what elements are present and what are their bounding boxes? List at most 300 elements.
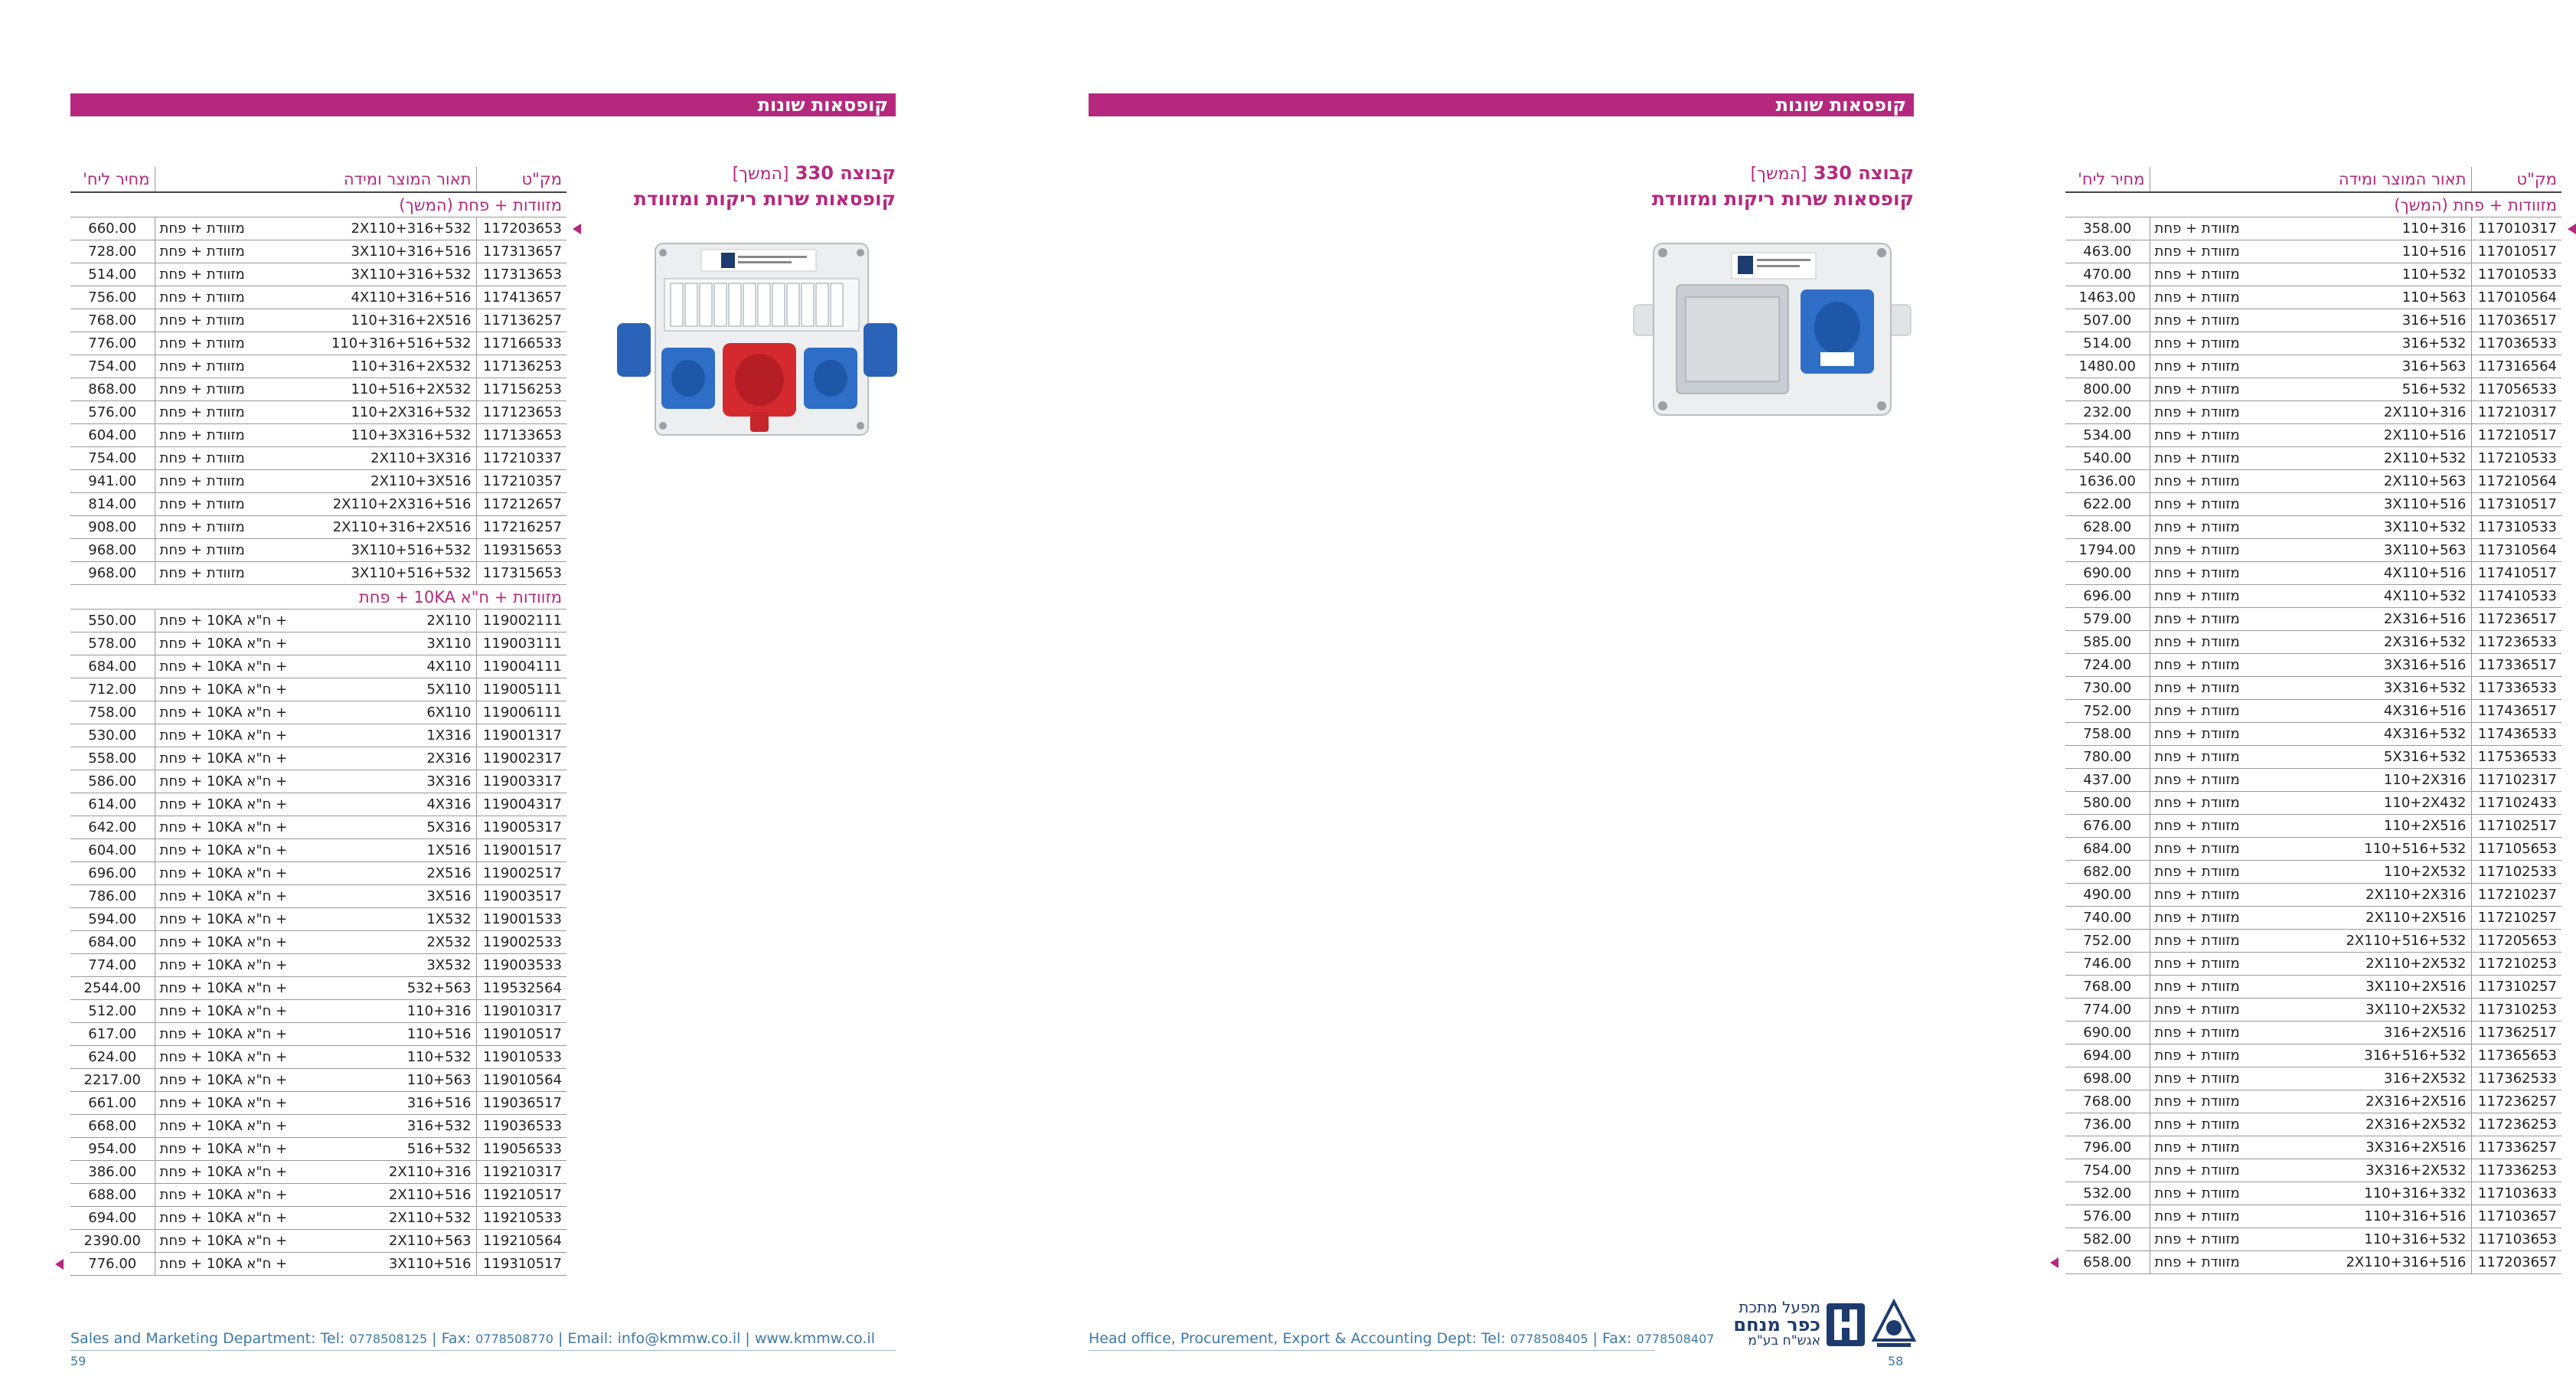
product-type: מזוודת + פחת [2154, 818, 2240, 834]
price-cell: 774.00 [2065, 999, 2150, 1022]
group-heading [1631, 161, 1914, 211]
table-row [2065, 746, 2561, 769]
sku-cell: 117216257 [476, 516, 566, 539]
product-type: מזוודת + פחת [2154, 266, 2240, 283]
price-cell: 578.00 [70, 633, 155, 655]
table-row [70, 240, 566, 263]
price-cell: 752.00 [2065, 700, 2150, 723]
price-cell: 604.00 [70, 839, 155, 862]
description-cell [155, 816, 476, 839]
socket-configuration: 2X110+516 [2383, 427, 2467, 443]
description-cell [155, 1046, 476, 1069]
description-cell [2150, 999, 2471, 1022]
footer-divider [70, 1350, 896, 1351]
product-type: + ח"א 10KA + פחת [159, 1210, 288, 1226]
description-cell [155, 747, 476, 770]
product-type: מזוודת + פחת [2154, 244, 2240, 260]
sku-cell: 117210253 [2471, 953, 2561, 976]
table-row [2065, 1159, 2561, 1182]
price-cell: 694.00 [70, 1207, 155, 1230]
table-row [70, 1207, 566, 1230]
sku-cell: 117310564 [2471, 539, 2561, 562]
price-cell: 530.00 [70, 724, 155, 747]
price-cell: 604.00 [70, 424, 155, 447]
product-type: מזוודת + פחת [2154, 404, 2240, 420]
socket-configuration: 3X110+316+532 [351, 266, 472, 283]
product-type: מזוודת + פחת [2154, 703, 2240, 719]
table-row [70, 332, 566, 355]
sku-cell: 119005317 [476, 816, 566, 839]
socket-configuration: 3X316+516 [2383, 657, 2467, 673]
product-type: + ח"א 10KA + פחת [159, 682, 288, 698]
sku-cell: 117210237 [2471, 884, 2561, 907]
sku-cell: 117103657 [2471, 1205, 2561, 1228]
description-cell [2150, 907, 2471, 930]
description-cell [155, 908, 476, 931]
table-row [70, 633, 566, 655]
product-type: + ח"א 10KA + פחת [159, 636, 288, 652]
group-label: קבוצה 330 [1813, 162, 1914, 184]
sku-cell: 117102533 [2471, 861, 2561, 884]
description-cell [155, 1253, 476, 1276]
socket-configuration: 110+2X532 [2383, 864, 2467, 880]
table-row [70, 1161, 566, 1184]
continuation-marker-icon [573, 224, 581, 234]
price-cell: 661.00 [70, 1092, 155, 1115]
description-cell [2150, 654, 2471, 677]
price-cell: 507.00 [2065, 309, 2150, 332]
product-type: מזוודת + פחת [2154, 221, 2240, 237]
price-cell: 540.00 [2065, 447, 2150, 470]
price-cell: 532.00 [2065, 1182, 2150, 1205]
table-row [2065, 240, 2561, 263]
sku-cell: 119210317 [476, 1161, 566, 1184]
price-cell: 696.00 [2065, 585, 2150, 608]
table-row [2065, 447, 2561, 470]
product-type: מזוודת + פחת [159, 312, 245, 329]
price-cell: 941.00 [70, 470, 155, 493]
socket-configuration: 2X110+3X316 [371, 450, 472, 466]
table-row [2065, 309, 2561, 332]
price-cell: 2390.00 [70, 1230, 155, 1253]
product-type: מזוודת + פחת [2154, 473, 2240, 489]
socket-configuration: 316+516 [2401, 312, 2467, 329]
socket-configuration: 2X110+516 [388, 1187, 472, 1203]
product-type: + ח"א 10KA + פחת [159, 934, 288, 950]
description-cell [2150, 286, 2471, 309]
sku-cell: 119006111 [476, 701, 566, 724]
sku-cell: 117313653 [476, 263, 566, 286]
description-cell [155, 1161, 476, 1184]
socket-configuration: 2X110+563 [2383, 473, 2467, 489]
sku-cell: 117362533 [2471, 1067, 2561, 1090]
group-label: קבוצה 330 [795, 162, 896, 184]
price-cell: 470.00 [2065, 263, 2150, 286]
product-type: מזוודת + פחת [2154, 795, 2240, 811]
product-type: מזוודת + פחת [159, 404, 245, 420]
description-cell [2150, 930, 2471, 953]
table-row [2065, 654, 2561, 677]
sku-cell: 117310517 [2471, 493, 2561, 516]
description-cell [2150, 1022, 2471, 1044]
price-cell: 968.00 [70, 539, 155, 562]
product-type: מזוודת + פחת [2154, 289, 2240, 306]
product-type: מזוודת + פחת [159, 496, 245, 512]
product-type: מזוודת + פחת [2154, 657, 2240, 673]
sku-cell: 117310257 [2471, 976, 2561, 999]
description-cell [155, 954, 476, 977]
price-cell: 954.00 [70, 1138, 155, 1161]
sku-cell: 117365653 [2471, 1044, 2561, 1067]
sku-cell: 119210564 [476, 1230, 566, 1253]
table-row [70, 977, 566, 1000]
sku-cell: 117102433 [2471, 792, 2561, 815]
table-row [70, 816, 566, 839]
product-type: + ח"א 10KA + פחת [159, 819, 288, 835]
table-row [70, 539, 566, 562]
price-cell: 968.00 [70, 562, 155, 585]
price-cell: 756.00 [70, 286, 155, 309]
table-row [70, 1138, 566, 1161]
footer-email-web: | Email: info@kmmw.co.il | www.kmmw.co.il [553, 1330, 875, 1347]
product-type: מזוודת + פחת [159, 221, 245, 237]
socket-configuration: 2X110+316+2X516 [332, 519, 472, 535]
description-cell [2150, 1136, 2471, 1159]
socket-configuration: 2X110 [426, 613, 472, 629]
product-type: + ח"א 10KA + פחת [159, 1003, 288, 1019]
table-row [70, 678, 566, 701]
product-type: מזוודת + פחת [159, 450, 245, 466]
socket-configuration: 110+2X316 [2383, 772, 2467, 788]
table-row [70, 217, 566, 240]
product-image-service-box [1631, 237, 1914, 421]
socket-configuration: 3X110+2X516 [2365, 979, 2467, 995]
socket-configuration: 3X316+2X532 [2365, 1162, 2467, 1178]
socket-configuration: 2X110+2X532 [2365, 956, 2467, 972]
description-cell [155, 678, 476, 701]
socket-configuration: 3X516 [426, 888, 472, 904]
description-cell [155, 1069, 476, 1092]
product-type: + ח"א 10KA + פחת [159, 750, 288, 767]
socket-configuration: 316+532 [406, 1118, 472, 1134]
product-type: מזוודת + פחת [2154, 979, 2240, 995]
table-row [2065, 930, 2561, 953]
page-number: 59 [70, 1354, 87, 1368]
sku-cell: 119003533 [476, 954, 566, 977]
table-row [70, 954, 566, 977]
description-cell [155, 701, 476, 724]
socket-configuration: 316+563 [2401, 358, 2467, 374]
sku-cell: 117310253 [2471, 999, 2561, 1022]
description-cell [155, 633, 476, 655]
page-59 [0, 0, 980, 1386]
description-cell [155, 309, 476, 332]
company-emblem-icon [1825, 1302, 1866, 1348]
price-cell: 690.00 [2065, 562, 2150, 585]
product-type: + ח"א 10KA + פחת [159, 1049, 288, 1065]
price-cell: 776.00 [70, 332, 155, 355]
product-type: + ח"א 10KA + פחת [159, 796, 288, 812]
description-cell [2150, 424, 2471, 447]
product-type: + ח"א 10KA + פחת [159, 865, 288, 881]
price-cell: 754.00 [70, 355, 155, 378]
price-cell: 1463.00 [2065, 286, 2150, 309]
product-type: מזוודת + פחת [2154, 519, 2240, 535]
socket-configuration: 110+516 [2401, 244, 2467, 260]
product-type: + ח"א 10KA + פחת [159, 957, 288, 973]
product-type: + ח"א 10KA + פחת [159, 888, 288, 904]
product-type: מזוודת + פחת [159, 427, 245, 443]
description-cell [2150, 1159, 2471, 1182]
product-type: + ח"א 10KA + פחת [159, 704, 288, 721]
socket-configuration: 3X110+2X532 [2365, 1002, 2467, 1018]
product-type: מזוודת + פחת [2154, 358, 2240, 374]
socket-configuration: 2X316+2X532 [2365, 1116, 2467, 1133]
socket-configuration: 3X110+563 [2383, 542, 2467, 558]
sku-cell: 119056533 [476, 1138, 566, 1161]
socket-configuration: 3X110+516+532 [351, 542, 472, 558]
socket-configuration: 110+2X432 [2383, 795, 2467, 811]
header-description: תאור המוצר ומידה [2150, 167, 2471, 192]
table-row [2065, 378, 2561, 401]
table-row [70, 1092, 566, 1115]
footer-contact: Head office, Procurement, Export & Accounting Dept: Tel: 0778508405 | Fax: 0778508407 [1089, 1330, 1715, 1347]
table-row [2065, 470, 2561, 493]
price-cell: 730.00 [2065, 677, 2150, 700]
socket-configuration: 110+316+2X516 [351, 312, 472, 329]
description-cell [155, 539, 476, 562]
sku-cell: 117212657 [476, 493, 566, 516]
header-sku: מק"ט [476, 167, 566, 192]
table-row [2065, 1136, 2561, 1159]
price-cell: 768.00 [2065, 976, 2150, 999]
description-cell [2150, 1251, 2471, 1274]
sku-cell: 117056533 [2471, 378, 2561, 401]
footer-tel: 0778508125 [349, 1332, 428, 1346]
description-cell [155, 724, 476, 747]
product-type: מזוודת + פחת [2154, 1231, 2240, 1247]
sku-cell: 119532564 [476, 977, 566, 1000]
socket-configuration: 5X110 [426, 682, 472, 698]
product-type: מזוודת + פחת [2154, 910, 2240, 926]
table-row [70, 401, 566, 424]
sku-cell: 117203657 [2471, 1251, 2561, 1274]
product-type: מזוודת + פחת [159, 542, 245, 558]
socket-configuration: 6X110 [426, 704, 472, 721]
price-cell: 576.00 [70, 401, 155, 424]
description-cell [2150, 838, 2471, 861]
footer-contact: Sales and Marketing Department: Tel: 0778508125 | Fax: 0778508770 | Email: info@kmmw.co.il | www.kmmw.co.il [70, 1330, 875, 1347]
price-cell: 684.00 [70, 931, 155, 954]
table-row [2065, 608, 2561, 631]
product-type: מזוודת + פחת [2154, 749, 2240, 765]
socket-configuration: 2X316+2X516 [2365, 1093, 2467, 1110]
description-cell [2150, 493, 2471, 516]
table-row [2065, 332, 2561, 355]
group-name: קופסאות שרות ריקות ומזוודת [1651, 188, 1914, 210]
product-type: מזוודת + פחת [2154, 1185, 2240, 1201]
description-cell [155, 610, 476, 633]
table-row [70, 470, 566, 493]
table-row [70, 1023, 566, 1046]
table-row [70, 309, 566, 332]
description-cell [155, 378, 476, 401]
price-cell: 796.00 [2065, 1136, 2150, 1159]
socket-configuration: 110+516+532 [2364, 841, 2467, 857]
price-cell: 746.00 [2065, 953, 2150, 976]
table-row [70, 862, 566, 885]
sku-cell: 119002111 [476, 610, 566, 633]
price-cell: 614.00 [70, 793, 155, 816]
sku-cell: 119001533 [476, 908, 566, 931]
socket-configuration: 110+516 [406, 1026, 472, 1042]
price-cell: 463.00 [2065, 240, 2150, 263]
sku-cell: 119003111 [476, 633, 566, 655]
price-cell: 754.00 [70, 447, 155, 470]
product-type: + ח"א 10KA + פחת [159, 773, 288, 789]
description-cell [155, 770, 476, 793]
description-cell [2150, 263, 2471, 286]
page-number: 58 [1888, 1354, 1904, 1368]
sku-cell: 117010517 [2471, 240, 2561, 263]
description-cell [2150, 1044, 2471, 1067]
price-cell: 232.00 [2065, 401, 2150, 424]
sku-cell: 117210564 [2471, 470, 2561, 493]
description-cell [2150, 746, 2471, 769]
table-row [70, 378, 566, 401]
table-row [2065, 631, 2561, 654]
header-sku: מק"ט [2471, 167, 2561, 192]
description-cell [2150, 539, 2471, 562]
table-row [70, 1115, 566, 1138]
table-row [2065, 1205, 2561, 1228]
sku-cell: 117123653 [476, 401, 566, 424]
product-type: + ח"א 10KA + פחת [159, 1026, 288, 1042]
continuation-marker-icon [2568, 224, 2576, 234]
table-row [70, 263, 566, 286]
socket-configuration: 2X110+316 [2383, 404, 2467, 420]
product-type: מזוודת + פחת [2154, 542, 2240, 558]
product-type: + ח"א 10KA + פחת [159, 1256, 288, 1272]
footer-fax: 0778508407 [1636, 1332, 1715, 1346]
description-cell [2150, 1090, 2471, 1113]
sku-cell: 117133653 [476, 424, 566, 447]
sku-cell: 117362517 [2471, 1022, 2561, 1044]
socket-configuration: 2X110+2X516 [2365, 910, 2467, 926]
table-row [70, 286, 566, 309]
product-type: מזוודת + פחת [2154, 1002, 2240, 1018]
quality-seal-icon [1872, 1300, 1915, 1349]
sku-cell: 119004317 [476, 793, 566, 816]
product-type: מזוודת + פחת [159, 335, 245, 351]
socket-configuration: 316+2X516 [2383, 1025, 2467, 1041]
table-row [2065, 677, 2561, 700]
description-cell [2150, 1205, 2471, 1228]
table-row [2065, 1067, 2561, 1090]
price-cell: 768.00 [2065, 1090, 2150, 1113]
socket-configuration: 110+3X316+532 [351, 427, 472, 443]
product-type: + ח"א 10KA + פחת [159, 659, 288, 675]
sku-cell: 119005111 [476, 678, 566, 701]
table-row [70, 447, 566, 470]
price-cell: 728.00 [70, 240, 155, 263]
logo-line-3: אגש"ח בע"מ [1748, 1333, 1820, 1348]
socket-configuration: 110+2X516 [2383, 818, 2467, 834]
price-cell: 628.00 [2065, 516, 2150, 539]
price-cell: 688.00 [70, 1184, 155, 1207]
description-cell [2150, 792, 2471, 815]
socket-configuration: 110+532 [2401, 266, 2467, 283]
product-type: מזוודת + פחת [2154, 427, 2240, 443]
socket-configuration: 1X532 [426, 911, 472, 927]
socket-configuration: 1X516 [426, 842, 472, 858]
price-cell: 868.00 [70, 378, 155, 401]
sku-cell: 119010317 [476, 1000, 566, 1023]
socket-configuration: 4X110+532 [2383, 588, 2467, 604]
section-header: מזוודות + ח"א 10KA + פחת [70, 585, 566, 610]
product-type: מזוודת + פחת [2154, 381, 2240, 397]
description-cell [2150, 976, 2471, 999]
table-row [2065, 769, 2561, 792]
sku-cell: 117313657 [476, 240, 566, 263]
product-type: מזוודת + פחת [2154, 312, 2240, 329]
price-cell: 776.00 [70, 1253, 155, 1276]
socket-configuration: 3X110+516+532 [351, 565, 472, 581]
description-cell [155, 977, 476, 1000]
price-cell: 1794.00 [2065, 539, 2150, 562]
price-cell: 658.00 [2065, 1251, 2150, 1274]
socket-configuration: 110+563 [2401, 289, 2467, 306]
description-cell [2150, 355, 2471, 378]
section-banner: קופסאות שונות [1089, 93, 1914, 116]
sku-cell: 117336257 [2471, 1136, 2561, 1159]
product-type: מזוודת + פחת [2154, 726, 2240, 742]
description-cell [2150, 309, 2471, 332]
description-cell [2150, 631, 2471, 654]
table-row [2065, 838, 2561, 861]
sku-cell: 119310517 [476, 1253, 566, 1276]
description-cell [2150, 723, 2471, 746]
product-type: + ח"א 10KA + פחת [159, 1095, 288, 1111]
product-type: + ח"א 10KA + פחת [159, 1233, 288, 1249]
price-cell: 660.00 [70, 217, 155, 240]
table-row [70, 516, 566, 539]
description-cell [155, 1138, 476, 1161]
continuation-marker-icon [55, 1259, 64, 1270]
socket-configuration: 110+316+516 [2364, 1208, 2467, 1224]
sku-cell: 117410533 [2471, 585, 2561, 608]
socket-configuration: 2X110+3X516 [371, 473, 472, 489]
product-type: מזוודת + פחת [2154, 1208, 2240, 1224]
sku-cell: 119010533 [476, 1046, 566, 1069]
table-row [2065, 1090, 2561, 1113]
socket-configuration: 3X110 [426, 636, 472, 652]
table-row [2065, 217, 2561, 240]
description-cell [2150, 884, 2471, 907]
table-row [2065, 1022, 2561, 1044]
socket-configuration: 3X110+316+516 [351, 244, 472, 260]
description-cell [155, 516, 476, 539]
sku-cell: 119003517 [476, 885, 566, 908]
section-header: מזוודות + פחת (המשך) [70, 192, 566, 217]
sku-cell: 117010564 [2471, 286, 2561, 309]
product-type: מזוודת + פחת [2154, 1093, 2240, 1110]
price-cell: 580.00 [2065, 792, 2150, 815]
description-cell [155, 1000, 476, 1023]
product-type: מזוודת + פחת [2154, 680, 2240, 696]
price-table [70, 167, 566, 1276]
table-row [2065, 286, 2561, 309]
